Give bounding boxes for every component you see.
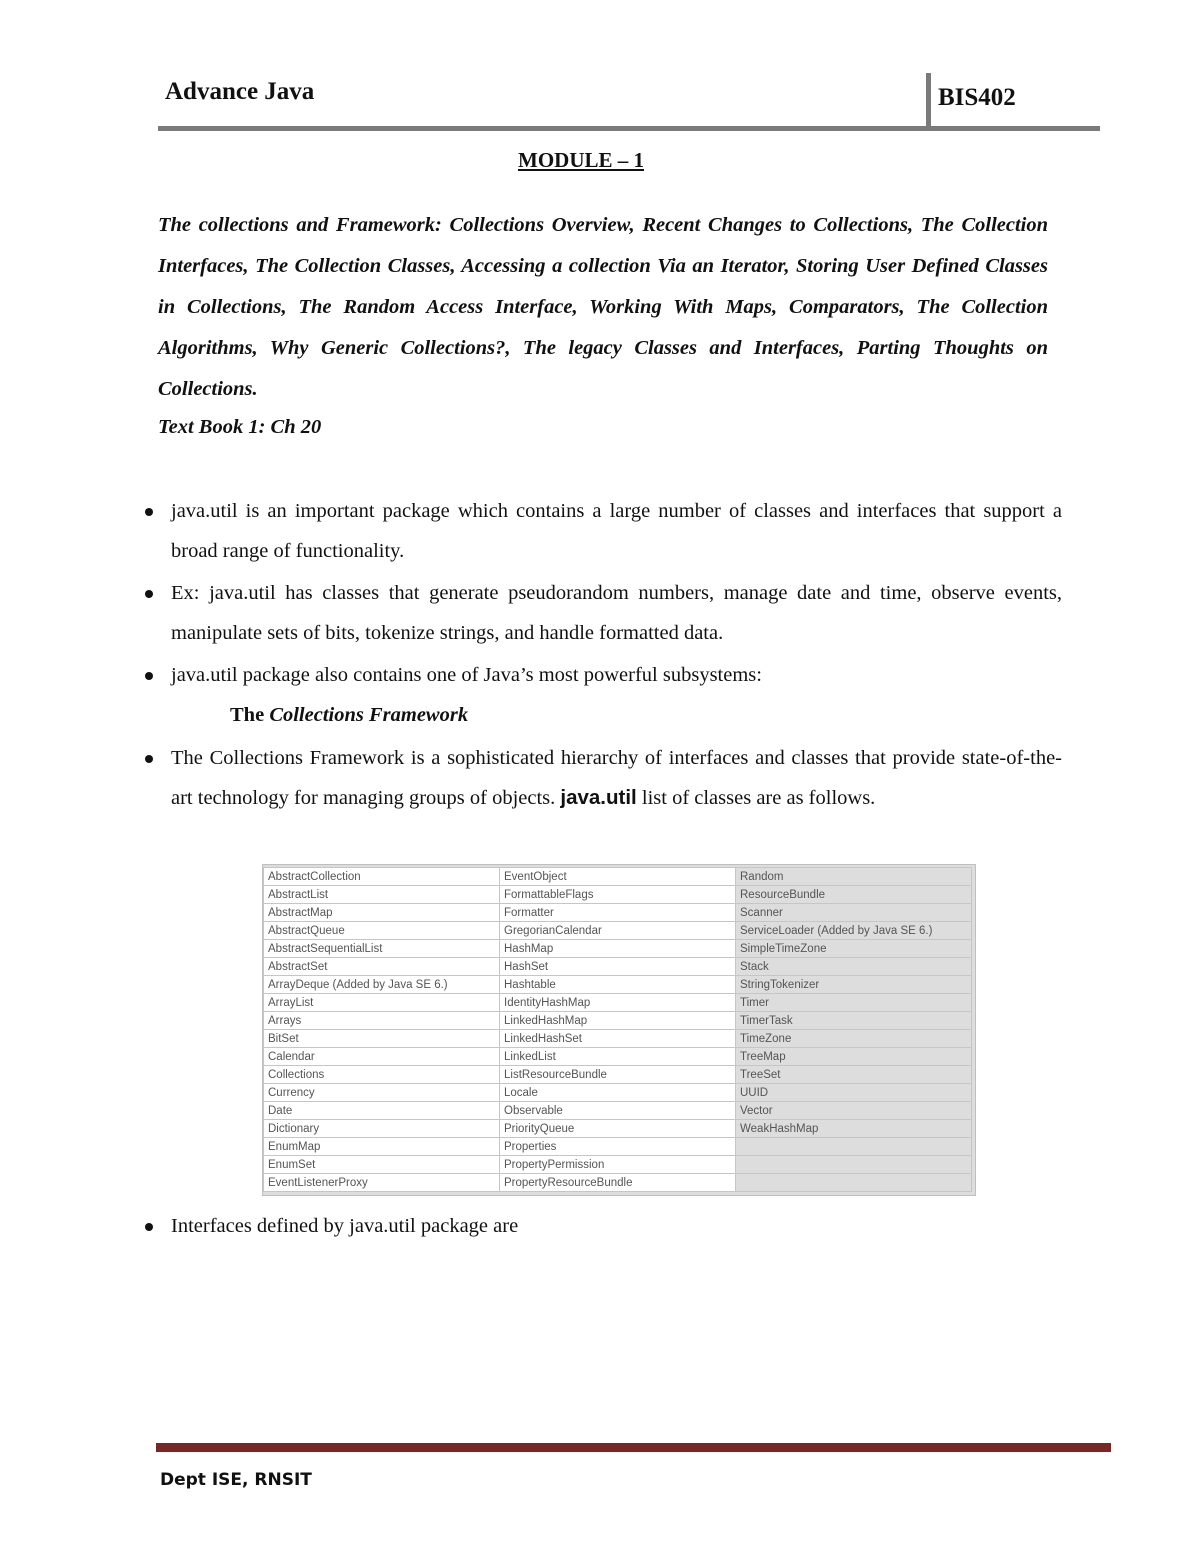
table-cell: Hashtable (500, 976, 736, 994)
bullet-item (140, 655, 1062, 695)
table-row (264, 886, 972, 904)
table-cell: Collections (264, 1066, 500, 1084)
table-row (264, 1012, 972, 1030)
bullet-text: Ex: java.util has classes that generate pseudorandom numbers, manage date and time, observe events, manipulate sets of bits, tokenize strings, and handle formatted data. (171, 582, 1062, 644)
table-cell: AbstractCollection (264, 868, 500, 886)
table-cell: Random (736, 868, 972, 886)
table-cell: PropertyPermission (500, 1156, 736, 1174)
bullet-text: Interfaces defined by java.util package are (171, 1215, 519, 1237)
table-cell: IdentityHashMap (500, 994, 736, 1012)
table-cell: AbstractSet (264, 958, 500, 976)
table-cell: ArrayDeque (Added by Java SE 6.) (264, 976, 500, 994)
table-cell: TimeZone (736, 1030, 972, 1048)
table-cell: FormattableFlags (500, 886, 736, 904)
table-cell (736, 1138, 972, 1156)
table-cell: WeakHashMap (736, 1120, 972, 1138)
table-cell: AbstractQueue (264, 922, 500, 940)
table-row (264, 922, 972, 940)
bullet-item (140, 738, 1062, 818)
document-title: Advance Java (165, 78, 315, 105)
table-row (264, 904, 972, 922)
table-cell: EventObject (500, 868, 736, 886)
bullet-icon (145, 590, 153, 598)
table-row (264, 1084, 972, 1102)
table-cell: BitSet (264, 1030, 500, 1048)
table-cell: Date (264, 1102, 500, 1120)
table-cell: AbstractSequentialList (264, 940, 500, 958)
module-heading: MODULE – 1 (518, 148, 644, 172)
table-row (264, 994, 972, 1012)
bullet-bold-term: java.util (560, 786, 637, 809)
bullet-text (171, 738, 1062, 818)
table-row (264, 1102, 972, 1120)
table-row (264, 1138, 972, 1156)
table-cell: Stack (736, 958, 972, 976)
table-cell: UUID (736, 1084, 972, 1102)
bullet-icon (145, 1223, 153, 1231)
table-cell: PropertyResourceBundle (500, 1174, 736, 1192)
table-cell: LinkedList (500, 1048, 736, 1066)
table-cell: ResourceBundle (736, 886, 972, 904)
table-cell: Vector (736, 1102, 972, 1120)
course-code: BIS402 (938, 84, 1016, 111)
table-cell: HashMap (500, 940, 736, 958)
table-cell: Dictionary (264, 1120, 500, 1138)
table-cell: AbstractList (264, 886, 500, 904)
table-row (264, 1048, 972, 1066)
bullet-item (140, 573, 1062, 653)
classes-table-image (262, 864, 976, 1196)
table-row (264, 1030, 972, 1048)
table-cell: AbstractMap (264, 904, 500, 922)
table-row (264, 958, 972, 976)
table-cell: Arrays (264, 1012, 500, 1030)
subheading-italic: Collections Framework (269, 704, 469, 726)
table-cell: Currency (264, 1084, 500, 1102)
table-cell: HashSet (500, 958, 736, 976)
bullet-icon (145, 755, 153, 763)
table-cell: Timer (736, 994, 972, 1012)
table-cell: PriorityQueue (500, 1120, 736, 1138)
table-cell: LinkedHashSet (500, 1030, 736, 1048)
table-cell (736, 1156, 972, 1174)
table-cell: ArrayList (264, 994, 500, 1012)
table-row (264, 940, 972, 958)
table-cell: Formatter (500, 904, 736, 922)
table-cell: ServiceLoader (Added by Java SE 6.) (736, 922, 972, 940)
table-cell: EnumSet (264, 1156, 500, 1174)
table-cell (736, 1174, 972, 1192)
table-cell: ListResourceBundle (500, 1066, 736, 1084)
table-cell: EnumMap (264, 1138, 500, 1156)
bullet-icon (145, 672, 153, 680)
subheading (230, 698, 468, 732)
footer-text: Dept ISE, RNSIT (160, 1470, 312, 1490)
table-cell: Locale (500, 1084, 736, 1102)
bullet-text-part: list of classes are as follows. (636, 787, 876, 809)
header-rule (158, 126, 1100, 131)
table-cell: TreeMap (736, 1048, 972, 1066)
table-row (264, 1174, 972, 1192)
table-row (264, 868, 972, 886)
table-cell: LinkedHashMap (500, 1012, 736, 1030)
table-cell: EventListenerProxy (264, 1174, 500, 1192)
bullet-text: java.util is an important package which contains a large number of classes and interfaces that support a broad range of functionality. (171, 500, 1062, 562)
table-row (264, 976, 972, 994)
subheading-prefix: The (230, 704, 265, 726)
footer-rule (156, 1443, 1111, 1452)
table-row (264, 1120, 972, 1138)
table-cell: StringTokenizer (736, 976, 972, 994)
table-row (264, 1156, 972, 1174)
table-row (264, 1066, 972, 1084)
table-cell: TimerTask (736, 1012, 972, 1030)
table-cell: GregorianCalendar (500, 922, 736, 940)
table-cell: SimpleTimeZone (736, 940, 972, 958)
bullet-text-part: The Collections Framework is a sophisticated hierarchy of interfaces and classes that provide state-of-the-art technology for managing groups of objects. (171, 747, 1062, 809)
bullet-item (140, 491, 1062, 571)
textbook-reference: Text Book 1: Ch 20 (158, 416, 322, 438)
table-cell: Scanner (736, 904, 972, 922)
table-cell: Observable (500, 1102, 736, 1120)
header-divider (926, 73, 931, 131)
table-cell: Properties (500, 1138, 736, 1156)
classes-table (263, 867, 972, 1192)
table-cell: TreeSet (736, 1066, 972, 1084)
table-cell: Calendar (264, 1048, 500, 1066)
bullet-item (140, 1206, 1062, 1246)
bullet-text: java.util package also contains one of Java’s most powerful subsystems: (171, 664, 762, 686)
bullet-icon (145, 508, 153, 516)
syllabus-text: The collections and Framework: Collections Overview, Recent Changes to Collections, The Collection Interfaces, The Collection Classes, Accessing a collection Via an Iterator, Storing User Defined Classes in Collections, The Random Access Interface, Working With Maps, Comparators, The Collection Algorithms, Why Generic Collections?, The legacy Classes and Interfaces, Parting Thoughts on Collections. (158, 214, 1048, 400)
